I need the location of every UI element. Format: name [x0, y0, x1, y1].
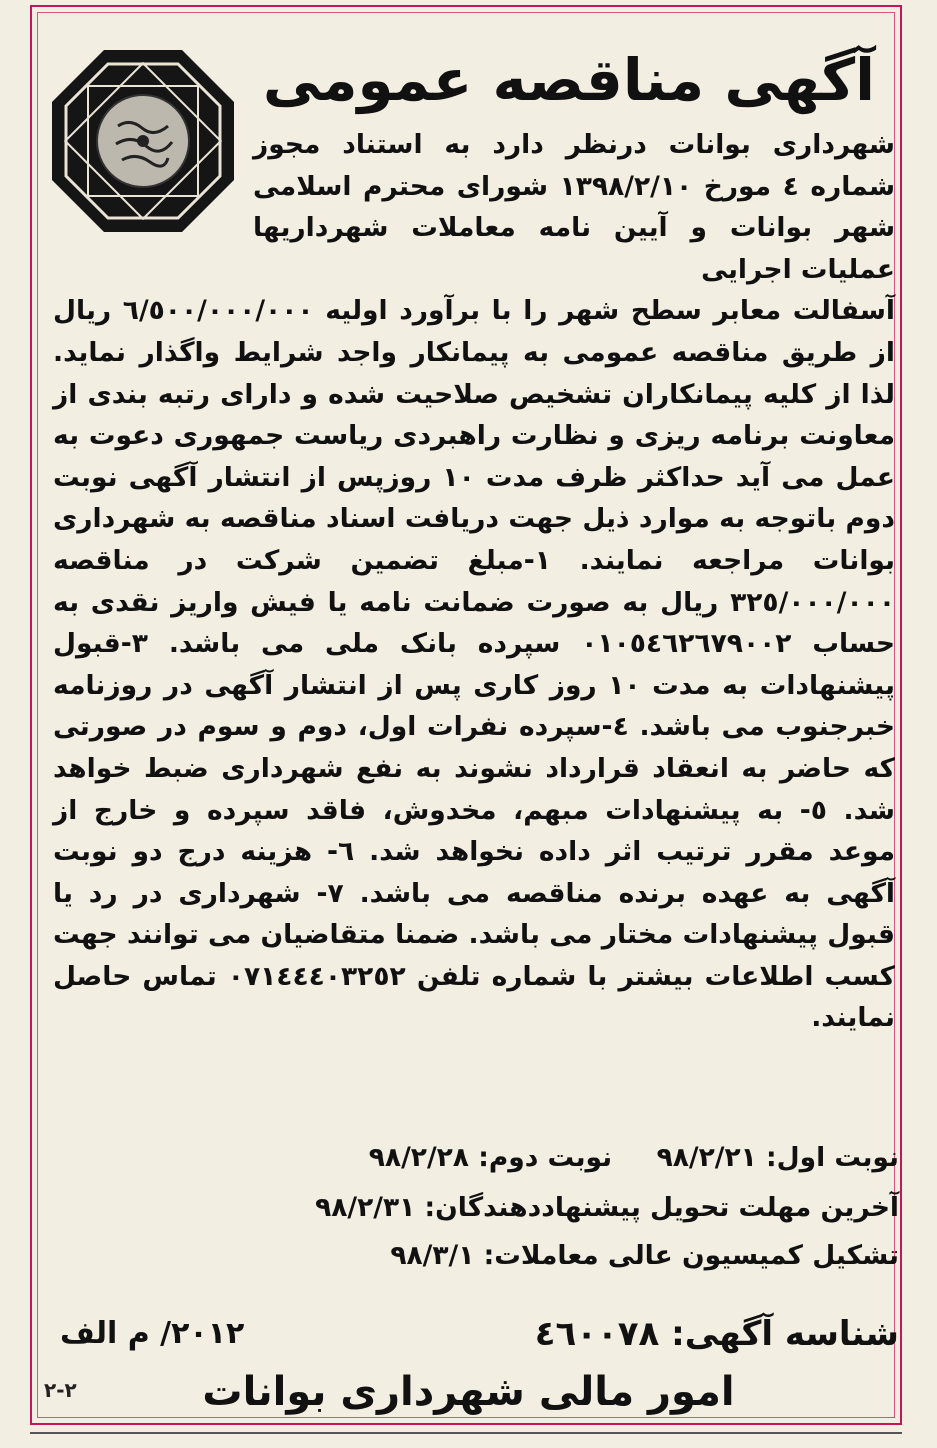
page-tag: ۲-۲	[44, 1378, 77, 1402]
deadline-date: ۹۸/۲/۳۱	[315, 1192, 416, 1223]
commission-session	[59, 1236, 899, 1276]
page-divider	[30, 1432, 902, 1434]
second-round-label: نوبت دوم:	[478, 1142, 613, 1173]
notice-body	[53, 124, 895, 1039]
notice-details: آسفالت معابر سطح شهر را با برآورد اولیه ٦/٥٠٠/٠٠٠/٠٠٠ ریال از طریق مناقصه عمومی به پیمانکار واجد شرایط واگذار نماید. لذا از کلیه پیمانکاران تشخیص صلاحیت شده و دارای رتبه بندی از معاونت برنامه ریزی و نظارت راهبردی ریاست جمهوری دعوت به عمل می آید حداکثر ظرف مدت ۱۰ روزپس از انتشار آگهی نوبت دوم باتوجه به موارد ذیل جهت دریافت اسناد مناقصه به شهرداری بوانات مراجعه نمایند. ۱-مبلغ تضمین شرکت در مناقصه ۳۲٥/٠٠٠/٠٠٠ ریال به صورت ضمانت نامه یا فیش واریز نقدی به حساب ٠١٠٥٤٦٢٦٧٩٠٠٢ سپرده بانک ملی می باشد. ۳-قبول پیشنهادات به مدت ۱۰ روز کاری پس از انتشار آگهی در روزنامه خبرجنوب می باشد. ٤-سپرده نفرات اول، دوم و سوم در صورتی که حاضر به انعقاد قرارداد نشوند به نفع شهرداری ضبط خواهد شد. ٥- به پیشنهادات مبهم، مخدوش، فاقد سپرده و خارج از موعد مقرر ترتیب اثر داده نخواهد شد. ٦- هزینه درج دو نوبت آگهی به عهده برنده مناقصه می باشد. ۷- شهرداری در رد یا قبول پیشنهادات مختار می باشد. ضمنا متقاضیان می توانند جهت کسب اطلاعات بیشتر با شماره تلفن ٠٧١٤٤٤٠٣٢٥٢ تماس حاصل نمایند.	[53, 295, 896, 1034]
issuer-footer: امور مالی شهرداری بوانات	[202, 1369, 735, 1415]
notice-id	[535, 1310, 899, 1358]
submission-deadline	[59, 1188, 899, 1228]
commission-label: تشکیل کمیسیون عالی معاملات:	[483, 1240, 899, 1271]
notice-title: آگهی مناقصه عمومی	[262, 46, 875, 114]
notice-id-label: شناسه آگهی:	[671, 1314, 899, 1354]
reference-code: ۲٠۱۲/ م الف	[60, 1316, 245, 1351]
first-round-date: ۹۸/۲/۲۱	[656, 1142, 757, 1173]
first-round-label: نوبت اول:	[766, 1142, 899, 1173]
notice-id-row	[60, 1310, 899, 1358]
deadline-label: آخرین مهلت تحویل پیشنهاددهندگان:	[424, 1192, 899, 1223]
notice-id-value: ٤٦٠٠۷۸	[534, 1314, 660, 1354]
publication-dates	[59, 1138, 899, 1178]
second-round-date: ۹۸/۲/۲۸	[368, 1142, 469, 1173]
notice-intro: شهرداری بوانات درنظر دارد به استناد مجوز شماره ٤ مورخ ۱۳۹۸/۲/۱۰ شورای محترم اسلامی شهر بوانات و آیین نامه معاملات شهرداریها عملیات اجرایی	[253, 129, 895, 285]
commission-date: ۹۸/۳/۱	[390, 1240, 475, 1271]
